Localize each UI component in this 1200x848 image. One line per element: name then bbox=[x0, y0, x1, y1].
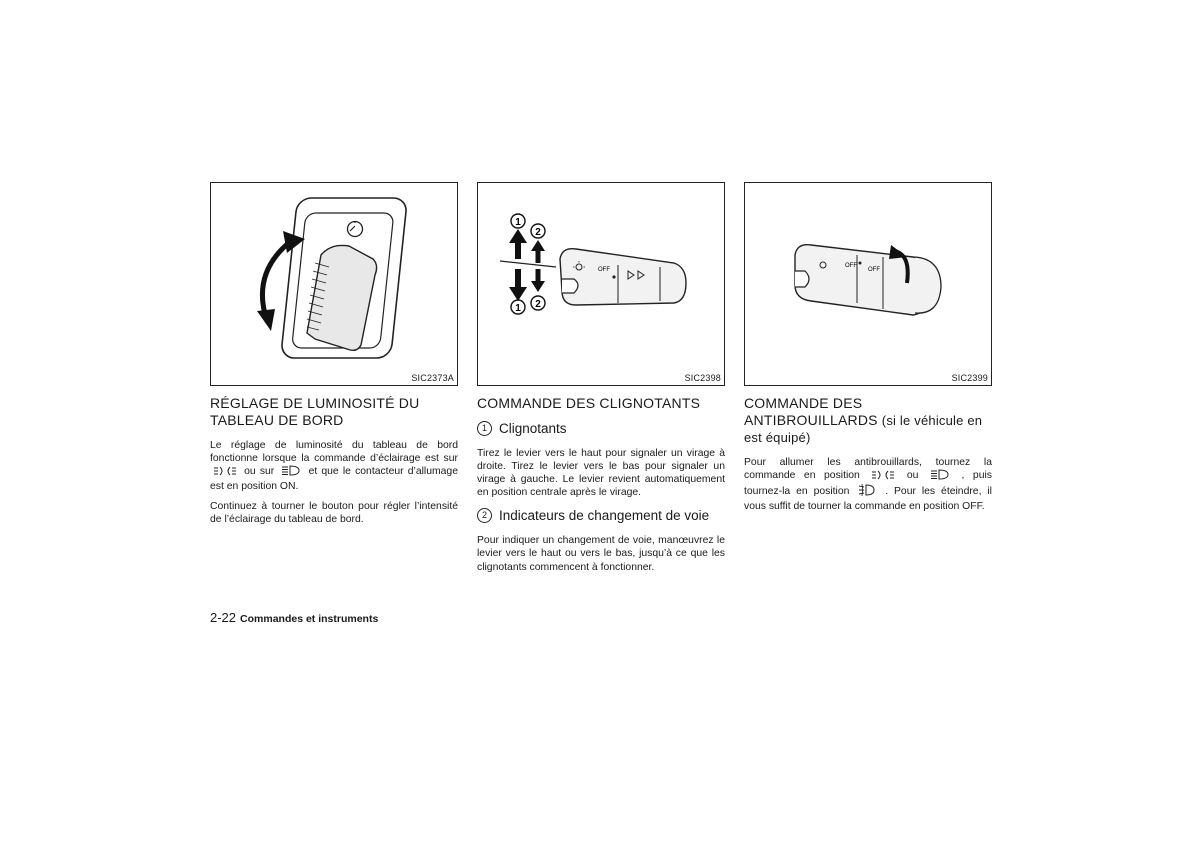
figure-turn-signal-lever bbox=[477, 182, 725, 386]
paragraph: Continuez à tourner le bouton pour régler l’intensité de l’éclairage du tableau de bord. bbox=[210, 501, 458, 526]
section-heading: COMMANDE DES CLIGNOTANTS bbox=[477, 395, 701, 411]
column-fog-lights bbox=[744, 182, 992, 513]
subheading: 1 Clignotants bbox=[477, 420, 725, 437]
figure-code: SIC2373A bbox=[411, 373, 454, 383]
section-heading: COMMANDE DES ANTIBROUILLARDS (si le véhicule en est équipé) bbox=[744, 395, 983, 445]
fog-light-icon bbox=[859, 484, 875, 500]
svg-text:2: 2 bbox=[535, 299, 541, 310]
figure-fog-light-switch bbox=[744, 182, 992, 386]
paragraph: Pour indiquer un changement de voie, manœuvrez le levier vers le haut ou vers le bas, jusqu’à ce que les clignotants commencent à fonctionner. bbox=[477, 535, 725, 573]
paragraph: Pour allumer les antibrouillards, tournez la commande en position ou , puis tournez-la en position . Pour les éteindre, il vous suffit de tourner la commande en position OFF. bbox=[744, 457, 992, 513]
svg-text:OFF: OFF bbox=[868, 267, 880, 273]
svg-text:1: 1 bbox=[515, 217, 521, 228]
dimmer-knob-illustration bbox=[211, 183, 457, 385]
paragraph: Tirez le levier vers le haut pour signaler un virage à droite. Tirez le levier vers le bas pour signaler un virage à gauche. Le levier revient automatiquement en position centrale après le virage. bbox=[477, 448, 725, 499]
section-heading: RÉGLAGE DE LUMINOSITÉ DU TABLEAU DE BORD bbox=[210, 395, 420, 428]
turn-signal-lever-illustration bbox=[478, 183, 724, 385]
parking-light-icon bbox=[872, 470, 894, 484]
svg-text:OFF: OFF bbox=[598, 267, 610, 273]
svg-text:1: 1 bbox=[515, 303, 521, 314]
dimmer-icon bbox=[348, 222, 363, 237]
headlight-icon bbox=[282, 465, 300, 480]
svg-text:2: 2 bbox=[535, 227, 541, 238]
parking-light-icon bbox=[214, 466, 236, 480]
chapter-title: Commandes et instruments bbox=[240, 613, 379, 625]
headlight-icon bbox=[931, 469, 949, 484]
svg-text:OFF: OFF bbox=[845, 263, 857, 269]
paragraph: Le réglage de luminosité du tableau de bord fonctionne lorsque la commande d’éclairage est sur ou sur et que le contacteur d’allumage est en position ON. bbox=[210, 440, 458, 493]
figure-code: SIC2398 bbox=[684, 373, 721, 383]
figure-dimmer-knob bbox=[210, 182, 458, 386]
fog-light-switch-illustration bbox=[745, 183, 991, 385]
column-dimmer bbox=[210, 182, 458, 527]
page-footer bbox=[210, 610, 378, 625]
page-number: 2-22 bbox=[210, 610, 237, 625]
column-turn-signals bbox=[477, 182, 725, 574]
figure-code: SIC2399 bbox=[951, 373, 988, 383]
subheading: 2 Indicateurs de changement de voie bbox=[477, 507, 725, 524]
